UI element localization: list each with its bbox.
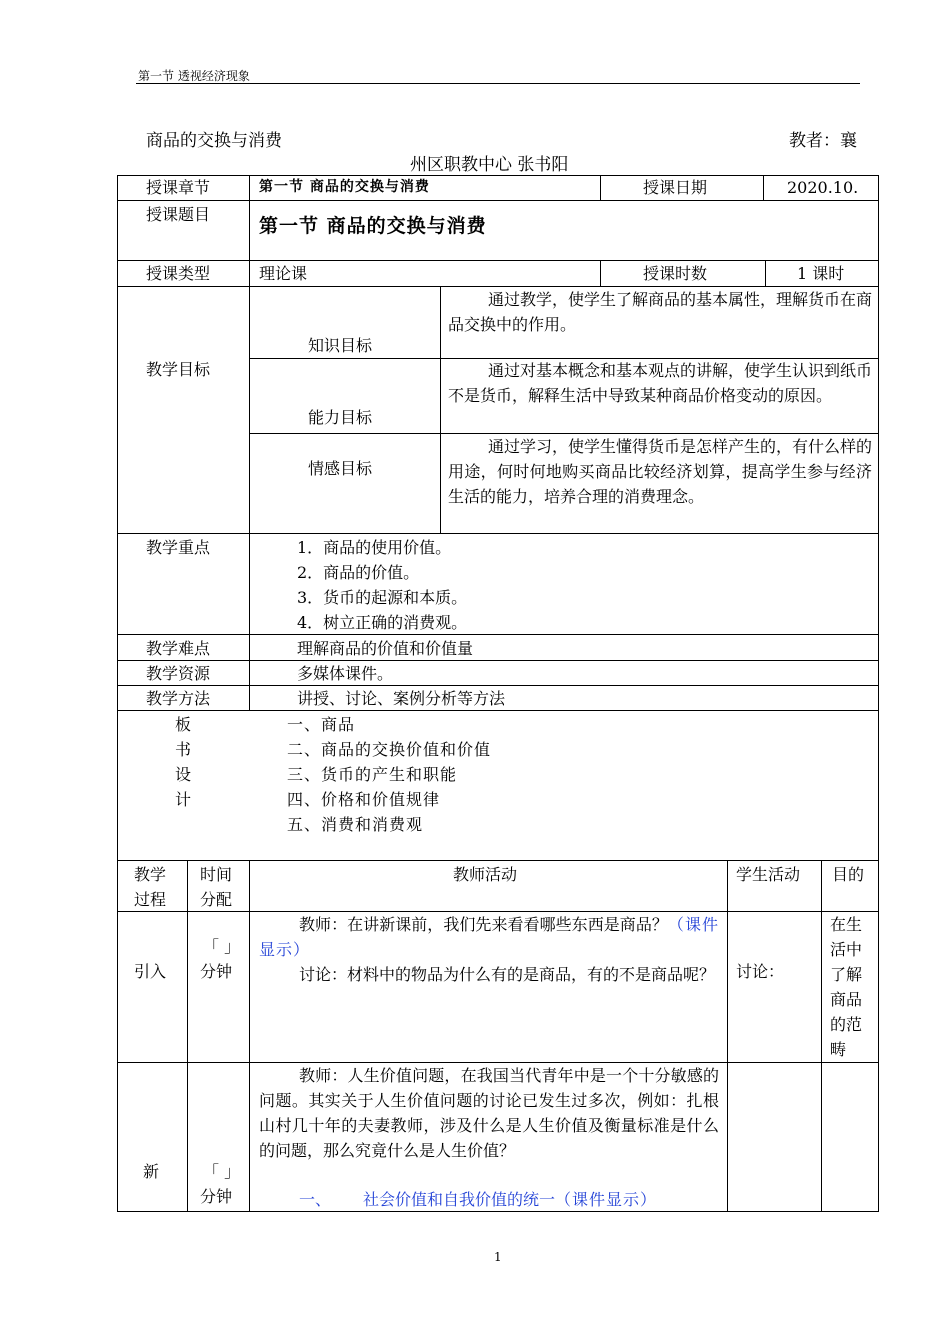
- chapter-label: 授课章节: [146, 178, 211, 197]
- process-header-teacher: 教师活动: [453, 865, 518, 884]
- process-header-student: 学生活动: [736, 865, 801, 884]
- intro-purpose-line: 活中: [830, 940, 863, 959]
- process-header-stage: 过程: [134, 890, 167, 909]
- intro-purpose-line: 商品: [830, 990, 863, 1009]
- intro-purpose-line: 了解: [830, 965, 863, 984]
- intro-purpose-line: 在生: [830, 915, 863, 934]
- methods-value: 讲授、讨论、案例分析等方法: [297, 689, 506, 708]
- board-label-char: 计: [175, 790, 192, 809]
- key-point-item: 4．树立正确的消费观。: [297, 613, 468, 632]
- key-point-item: 3．货币的起源和本质。: [297, 588, 468, 607]
- key-points-label: 教学重点: [146, 538, 211, 557]
- board-item: 二、商品的交换价值和价值: [287, 740, 492, 759]
- resources-label: 教学资源: [146, 664, 211, 683]
- process-header-stage: 教学: [134, 865, 167, 884]
- ability-label: 能力目标: [308, 408, 373, 427]
- chapter-value: 第一节 商品的交换与消费: [259, 179, 430, 195]
- objectives-label: 教学目标: [146, 360, 211, 379]
- key-point-item: 2．商品的价值。: [297, 563, 420, 582]
- intro-teacher-a: 教师：在讲新课前，我们先来看看哪些东西是商品？（课件显示）: [259, 915, 719, 959]
- topic-label: 授课题目: [146, 205, 211, 224]
- doc-title: 商品的交换与消费: [146, 131, 282, 151]
- difficulty-value: 理解商品的价值和价值量: [297, 639, 474, 658]
- new-heading: 一、 社会价值和自我价值的统一（课件显示）: [299, 1190, 658, 1209]
- new-time: 「 」: [203, 1162, 241, 1181]
- new-time: 分钟: [200, 1187, 233, 1206]
- intro-time: 「 」: [203, 937, 241, 956]
- hours-label: 授课时数: [643, 264, 708, 283]
- running-header: 第一节 透视经济现象: [138, 69, 250, 83]
- board-item: 五、消费和消费观: [287, 815, 424, 834]
- knowledge-label: 知识目标: [308, 336, 373, 355]
- date-value: 2020.10.: [787, 178, 859, 197]
- emotion-label: 情感目标: [308, 459, 373, 478]
- intro-teacher-b: 讨论：材料中的物品为什么有的是商品，有的不是商品呢？: [299, 965, 716, 984]
- process-header-time: 分配: [200, 890, 233, 909]
- board-item: 四、价格和价值规律: [287, 790, 441, 809]
- difficulty-label: 教学难点: [146, 639, 211, 658]
- key-point-item: 1．商品的使用价值。: [297, 538, 452, 557]
- new-teacher: 教师：人生价值问题，在我国当代青年中是一个十分敏感的问题。其实关于人生价值问题的讨论已发生过多次，例如：扎根山村几十年的夫妻教师，涉及什么是人生价值及衡量标准是什么的问题，那么究竟什么是人生价值？: [259, 1066, 719, 1160]
- ability-text: 通过对基本概念和基本观点的讲解，使学生认识到纸币不是货币，解释生活中导致某种商品价格变动的原因。: [448, 361, 873, 405]
- board-label-char: 书: [175, 740, 192, 759]
- process-header-purpose: 目的: [832, 865, 865, 884]
- new-stage: 新: [143, 1162, 160, 1181]
- hours-value: 1 课时: [797, 264, 845, 283]
- page-number: 1: [494, 1250, 502, 1264]
- board-item: 一、商品: [287, 715, 356, 734]
- topic-value: 第一节 商品的交换与消费: [259, 215, 487, 237]
- methods-label: 教学方法: [146, 689, 211, 708]
- type-value: 理论课: [259, 264, 308, 283]
- teacher-label: 教者：襄: [789, 131, 857, 151]
- knowledge-text: 通过教学，使学生了解商品的基本属性，理解货币在商品交换中的作用。: [448, 290, 873, 334]
- process-header-time: 时间: [200, 865, 233, 884]
- resources-value: 多媒体课件。: [297, 664, 394, 683]
- board-label-char: 设: [175, 765, 192, 784]
- board-item: 三、货币的产生和职能: [287, 765, 458, 784]
- emotion-text: 通过学习，使学生懂得货币是怎样产生的，有什么样的用途，何时何地购买商品比较经济划算，提高学生参与经济生活的能力，培养合理的消费理念。: [448, 437, 873, 506]
- intro-stage: 引入: [134, 962, 167, 981]
- date-label: 授课日期: [643, 178, 708, 197]
- intro-purpose-line: 畴: [830, 1040, 847, 1059]
- header-rule: [136, 83, 860, 84]
- type-label: 授课类型: [146, 264, 211, 283]
- intro-time: 分钟: [200, 962, 233, 981]
- teacher-affiliation: 州区职教中心 张书阳: [410, 155, 569, 175]
- intro-purpose-line: 的范: [830, 1015, 863, 1034]
- intro-student: 讨论：: [736, 962, 785, 981]
- board-label-char: 板: [175, 715, 192, 734]
